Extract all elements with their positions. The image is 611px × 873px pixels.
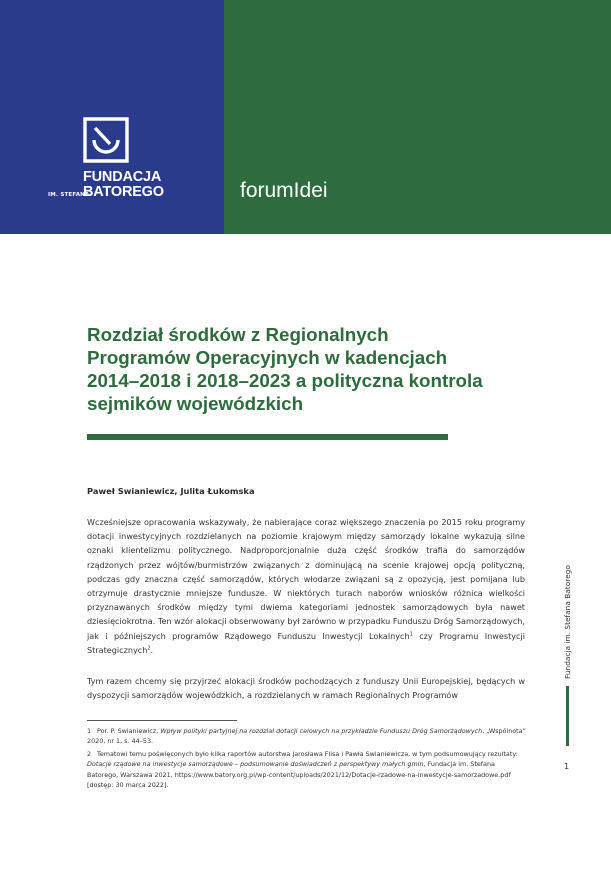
authors: Paweł Swianiewicz, Julita Łukomska bbox=[87, 486, 255, 496]
paragraph-1-mid: czy Programu Inwestycji Strategicznych bbox=[87, 630, 526, 655]
sidebar-label: Fundacja im. Stefana Batorego bbox=[563, 565, 572, 679]
series-title: forumIdei bbox=[240, 179, 328, 202]
foundation-logo-icon bbox=[83, 117, 129, 163]
foundation-name-line1: FUNDACJA bbox=[83, 169, 162, 185]
footnotes bbox=[87, 726, 527, 792]
title-underline bbox=[87, 434, 448, 440]
footnote-text[interactable]: , Fundacja im. Stefana Batorego, Warszawa 2021, https://www.batory.org.pl/wp-content/uploads/2021/12/Dotacje-rzadowe-na-inwestycje-samorzadowe.pdf [dostęp: 30 marca 2022]. bbox=[87, 760, 511, 790]
footnote-text: , „Wspólnota” 2020, nr 1, s. 44–53. bbox=[87, 727, 526, 746]
sidebar-accent-bar bbox=[566, 686, 569, 746]
footnote-2 bbox=[87, 749, 527, 791]
page-title: Rozdział środków z Regionalnych Programów Operacyjnych w kadencjach 2014–2018 i 2018–2023 a polityczna kontrola sejmików wojewódzkich bbox=[87, 324, 483, 414]
foundation-name-line2: BATOREGO bbox=[83, 184, 164, 200]
paragraph-1-end: . bbox=[150, 644, 154, 655]
paragraph-1 bbox=[87, 515, 525, 657]
paragraph-1-text: Wcześniejsze opracowania wskazywały, że nabierające coraz większego znaczenia po 2015 roku programy dotacji inwestycyjnych rozdzielanych na poziomie krajowym między samorządy lokalne wykazują silne oznaki klientelizmu politycznego. Nadproporcjonalnie duża część środków trafia do samorządów rządzonych przez wójtów/burmistrzów związanych z dominującą na scenie krajowej opcją polityczną, podczas gdy znaczna część samorządów, których włodarze związani są z opozycją, jest pomijana lub otrzymuje drastycznie mniejsze fundusze. W niektórych turach naborów wniosków różnica wielkości przyznawanych środków między tymi dwiema kategoriami jednostek samorządowych była nawet dziesięciokrotna. Ten wzór alokacji obserwowany był zarówno w przypadku Funduszu Dróg Samorządowych, jak i późniejszych programów Rządowego Funduszu Inwestycji Lokalnych bbox=[87, 517, 525, 641]
footnote-1 bbox=[87, 726, 527, 747]
page-number: 1 bbox=[564, 762, 570, 771]
footnote-italic: Dotacje rządowe na inwestycje samorządowe – podsumowanie doświadczeń z perspektywy małych gmin bbox=[87, 760, 424, 769]
footnote-italic: Wpływ polityki partyjnej na rozdział dotacji celowych na przykładzie Funduszu Dróg Samorządowych bbox=[160, 727, 483, 735]
footnote-divider bbox=[87, 720, 237, 721]
footnote-text: Por. P. Swianiewicz, bbox=[97, 727, 161, 735]
footnote-ref-2[interactable]: 2 bbox=[147, 645, 151, 652]
body-text bbox=[87, 515, 525, 719]
footnote-number: 2 bbox=[87, 749, 92, 758]
footnote-ref-1[interactable]: 1 bbox=[409, 630, 413, 637]
footnote-text: Tematowi temu poświęconych było kilka raportów autorstwa Jarosława Flisa i Pawła Swianiewicza, w tym podsumowujący rezultaty: bbox=[97, 749, 518, 758]
foundation-im-label: IM. STEFANA bbox=[48, 192, 90, 198]
paragraph-2: Tym razem chcemy się przyjrzeć alokacji środków pochodzących z funduszy Unii Europejskiej, będących w dyspozycji samorządów wojewódzkich, a rozdzielanych w ramach Regionalnych Programów bbox=[87, 676, 525, 701]
footnote-number: 1 bbox=[87, 727, 92, 735]
